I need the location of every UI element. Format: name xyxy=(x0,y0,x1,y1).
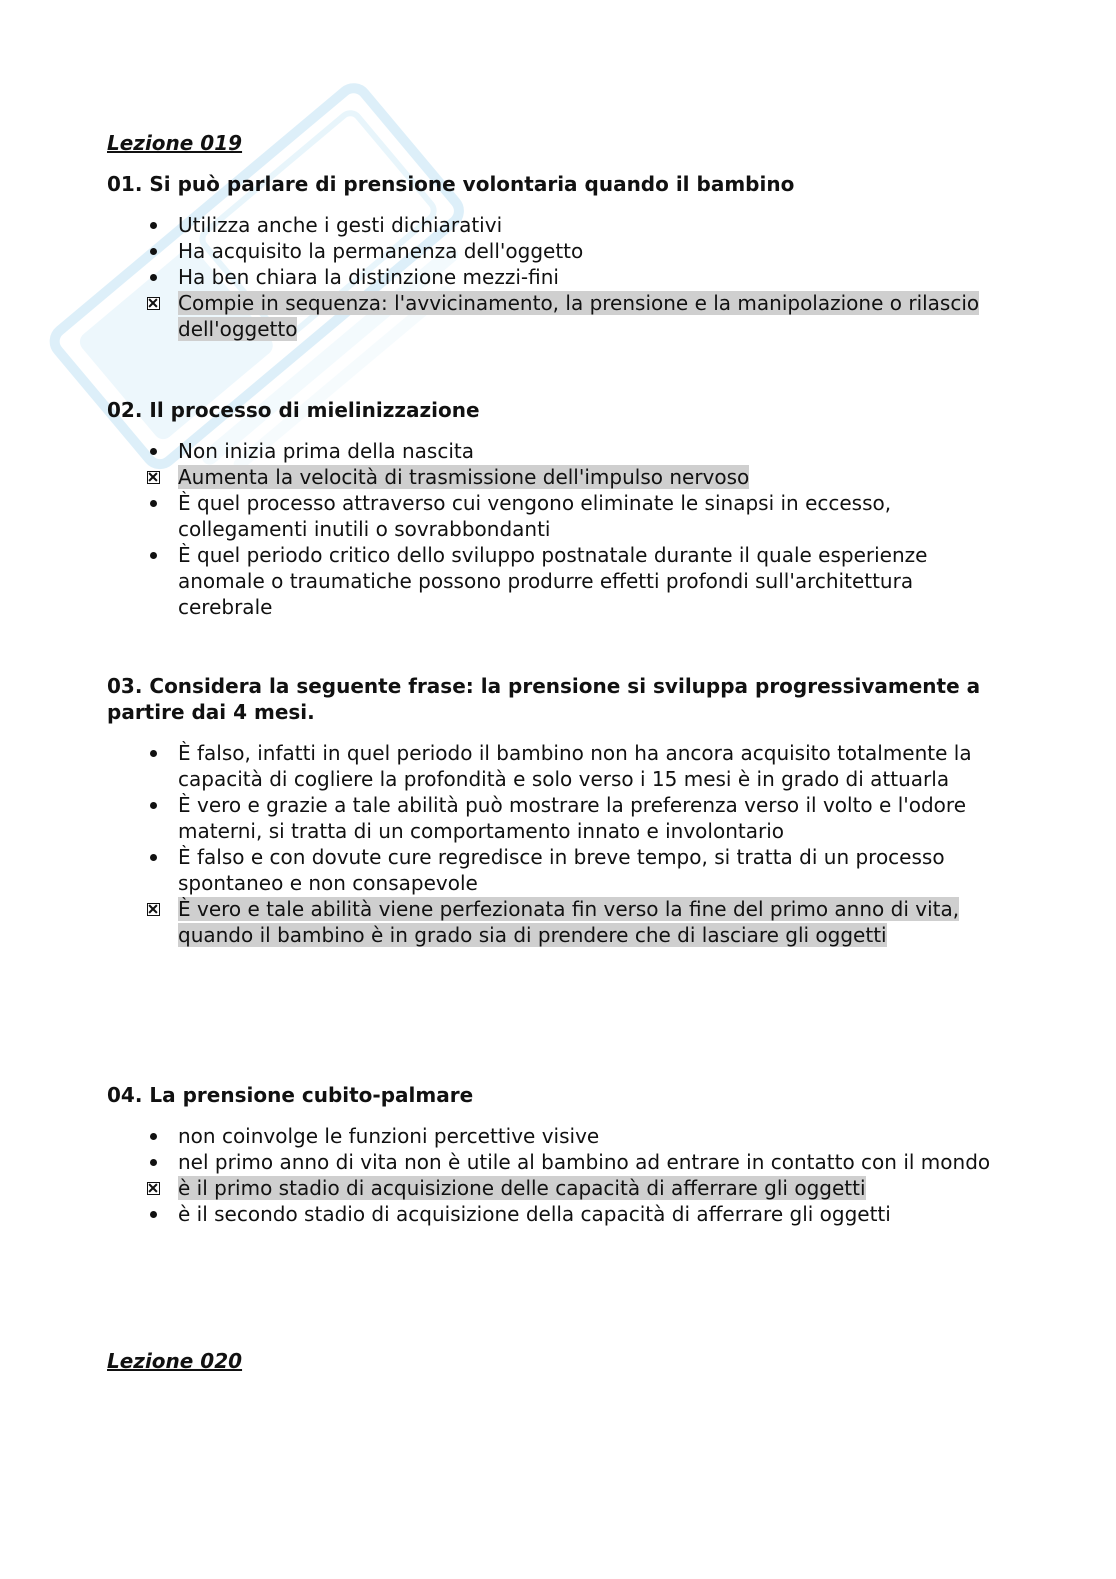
answer-item xyxy=(107,1123,1007,1149)
answer-text: Utilizza anche i gesti dichiarativi xyxy=(178,213,503,237)
bullet-icon xyxy=(143,740,163,766)
answer-list xyxy=(107,438,1007,620)
answer-text: non coinvolge le funzioni percettive visive xyxy=(178,1124,600,1148)
answer-item-correct xyxy=(107,290,1007,342)
bullet-icon xyxy=(143,212,163,238)
answer-item xyxy=(107,1201,1007,1227)
answer-item xyxy=(107,490,1007,542)
answer-text: Ha ben chiara la distinzione mezzi-fini xyxy=(178,265,559,289)
answer-item-correct xyxy=(107,896,1007,948)
question-title: 03. Considera la seguente frase: la prensione si sviluppa progressivamente a partire dai 4 mesi. xyxy=(107,674,981,724)
answer-text: È quel processo attraverso cui vengono eliminate le sinapsi in eccesso, collegamenti inutili o sovrabbondanti xyxy=(178,491,892,541)
question-01 xyxy=(107,171,1007,342)
answer-item xyxy=(107,238,1007,264)
answer-text-highlighted: Aumenta la velocità di trasmissione dell'impulso nervoso xyxy=(178,465,750,489)
bullet-icon xyxy=(143,1149,163,1175)
answer-item xyxy=(107,1149,1007,1175)
answer-item xyxy=(107,212,1007,238)
bullet-icon xyxy=(143,792,163,818)
bullet-icon xyxy=(143,542,163,568)
answer-item-correct xyxy=(107,464,1007,490)
question-title: 02. Il processo di mielinizzazione xyxy=(107,398,480,422)
bullet-icon xyxy=(143,490,163,516)
answer-text: È falso e con dovute cure regredisce in breve tempo, si tratta di un processo spontaneo e non consapevole xyxy=(178,845,945,895)
answer-text: nel primo anno di vita non è utile al bambino ad entrare in contatto con il mondo xyxy=(178,1150,991,1174)
bullet-icon xyxy=(143,1201,163,1227)
answer-item xyxy=(107,542,1007,620)
answer-item xyxy=(107,844,1007,896)
checked-box-icon xyxy=(143,464,163,490)
question-title: 04. La prensione cubito-palmare xyxy=(107,1083,474,1107)
answer-text: È vero e grazie a tale abilità può mostrare la preferenza verso il volto e l'odore materni, si tratta di un comportamento innato e involontario xyxy=(178,793,966,843)
question-title: 01. Si può parlare di prensione volontaria quando il bambino xyxy=(107,172,795,196)
answer-text-highlighted: è il primo stadio di acquisizione delle capacità di afferrare gli oggetti xyxy=(178,1176,866,1200)
question-02 xyxy=(107,397,1007,620)
lesson-heading-019: Lezione 019 xyxy=(107,131,243,155)
answer-text-highlighted: È vero e tale abilità viene perfezionata fin verso la fine del primo anno di vita, quando il bambino è in grado sia di prendere che di lasciare gli oggetti xyxy=(178,897,960,947)
bullet-icon xyxy=(143,238,163,264)
bullet-icon xyxy=(143,844,163,870)
answer-text: Ha acquisito la permanenza dell'oggetto xyxy=(178,239,584,263)
checked-box-icon xyxy=(143,1175,163,1201)
answer-text: è il secondo stadio di acquisizione della capacità di afferrare gli oggetti xyxy=(178,1202,891,1226)
answer-list xyxy=(107,1123,1007,1227)
bullet-icon xyxy=(143,438,163,464)
answer-item xyxy=(107,438,1007,464)
question-04 xyxy=(107,1082,1007,1227)
bullet-icon xyxy=(143,264,163,290)
checked-box-icon xyxy=(143,290,163,316)
answer-text: È quel periodo critico dello sviluppo postnatale durante il quale esperienze anomale o traumatiche possono produrre effetti profondi sull'architettura cerebrale xyxy=(178,543,928,619)
answer-text: È falso, infatti in quel periodo il bambino non ha ancora acquisito totalmente la capacità di cogliere la profondità e solo verso i 15 mesi è in grado di attuarla xyxy=(178,741,972,791)
lesson-heading-020: Lezione 020 xyxy=(107,1349,243,1373)
answer-item xyxy=(107,740,1007,792)
answer-text-highlighted: Compie in sequenza: l'avvicinamento, la prensione e la manipolazione o rilascio dell'oggetto xyxy=(178,291,980,341)
answer-item xyxy=(107,792,1007,844)
answer-list xyxy=(107,740,1007,948)
answer-item-correct xyxy=(107,1175,1007,1201)
answer-text: Non inizia prima della nascita xyxy=(178,439,474,463)
answer-item xyxy=(107,264,1007,290)
bullet-icon xyxy=(143,1123,163,1149)
checked-box-icon xyxy=(143,896,163,922)
answer-list xyxy=(107,212,1007,342)
question-03 xyxy=(107,673,1007,948)
